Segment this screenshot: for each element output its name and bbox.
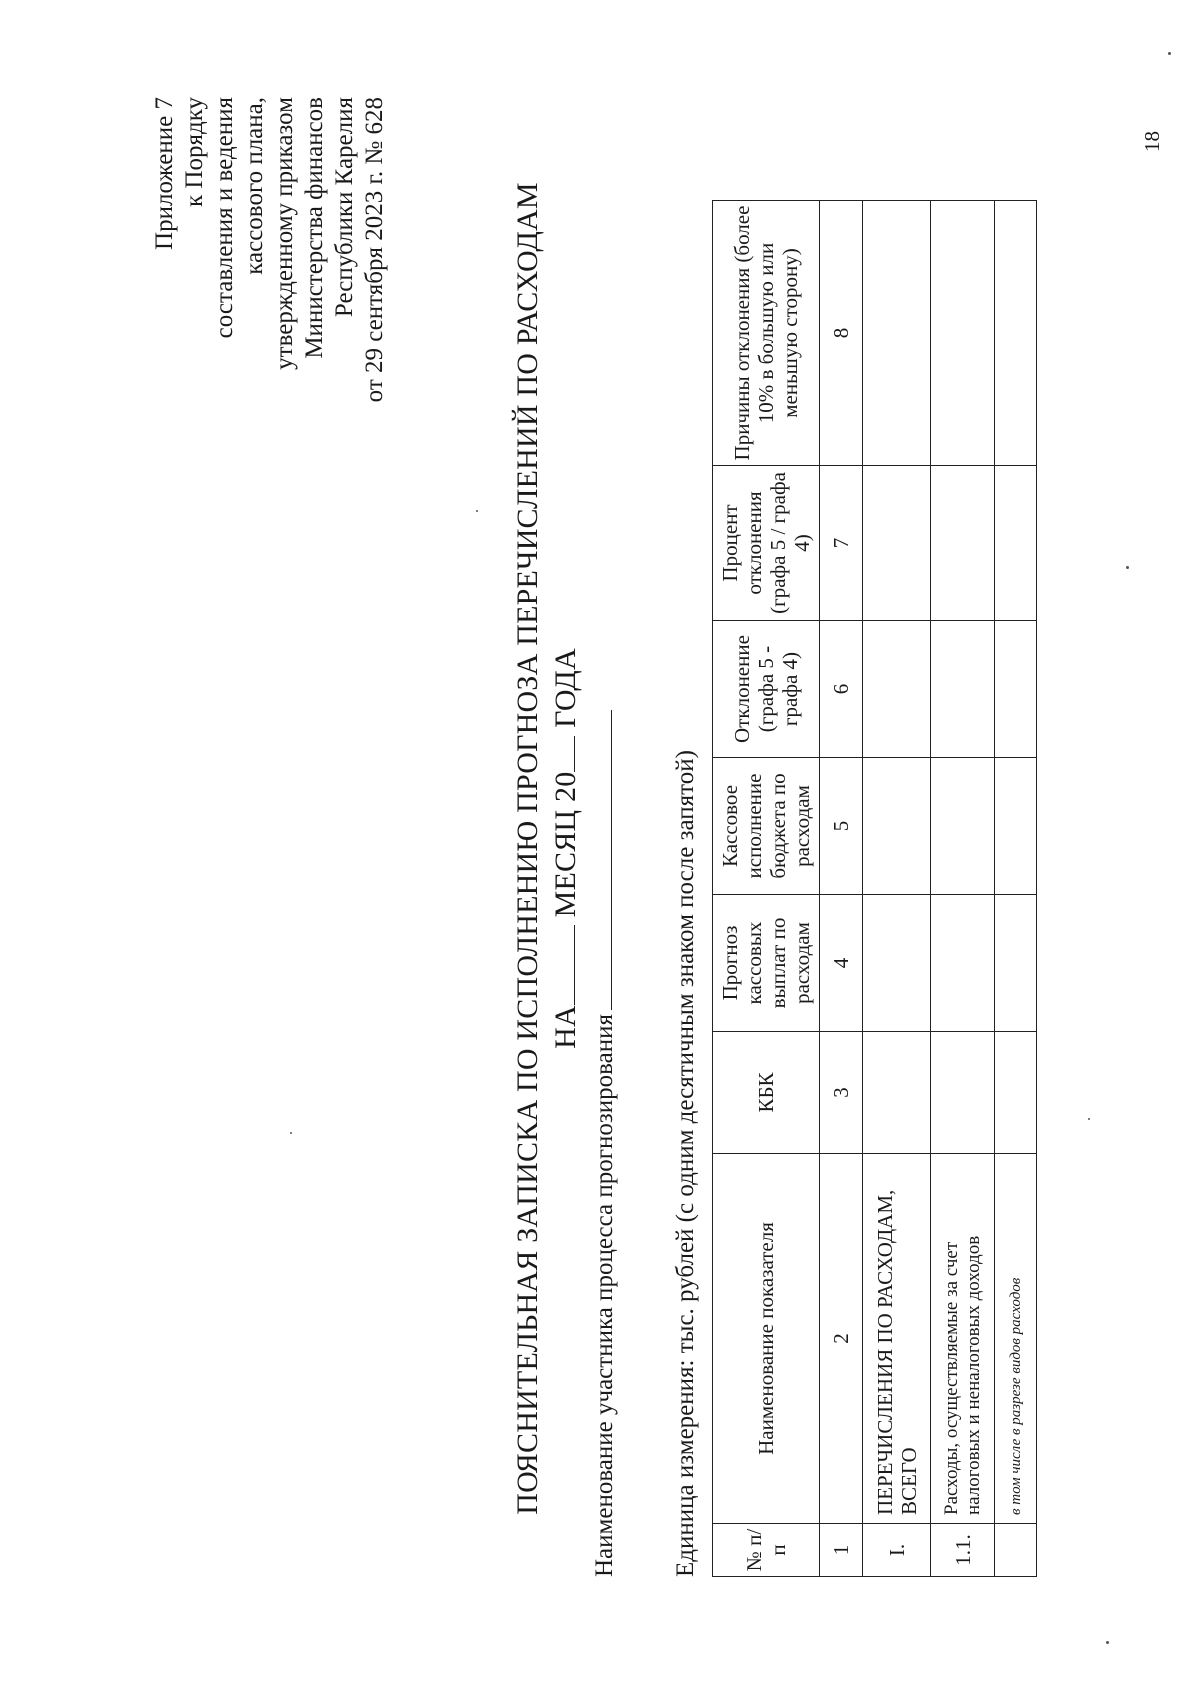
- row-number: [995, 1524, 1037, 1577]
- column-number: 1: [820, 1524, 863, 1577]
- participant-blank: [585, 710, 612, 1010]
- appendix-line: Республики Карелия: [331, 97, 358, 318]
- table-row: [863, 201, 931, 1577]
- scan-speck: [1126, 566, 1129, 569]
- deviation-cell: [995, 621, 1037, 758]
- header-cell: Причины отклонения (более 10% в большую или меньшую сторону): [713, 201, 820, 466]
- appendix-header: [150, 97, 390, 517]
- deviation-percent-cell: [863, 466, 931, 621]
- header-cell: Процент отклонения (графа 5 / графа 4): [713, 466, 820, 621]
- appendix-line: утвержденному приказом: [271, 97, 298, 370]
- column-number: 2: [820, 1154, 863, 1524]
- page-number: 18: [1140, 131, 1164, 152]
- deviation-percent-cell: [931, 466, 995, 621]
- scan-speck: [1106, 1641, 1109, 1644]
- appendix-line: составления и ведения: [211, 97, 238, 339]
- month-blank: [548, 925, 575, 1005]
- deviation-cell: [863, 621, 931, 758]
- header-cell: № п/п: [713, 1524, 820, 1577]
- column-number: 3: [820, 1032, 863, 1154]
- header-cell: Отклонение (графа 5 - графа 4): [713, 621, 820, 758]
- row-name: ПЕРЕЧИСЛЕНИЯ ПО РАСХОДАМ, ВСЕГО: [863, 1154, 931, 1524]
- deviation-percent-cell: [995, 466, 1037, 621]
- title-line-1: ПОЯСНИТЕЛЬНАЯ ЗАПИСКА ПО ИСПОЛНЕНИЮ ПРОГНОЗА ПЕРЕЧИСЛЕНИЙ ПО РАСХОДАМ: [511, 182, 544, 1515]
- column-number: 4: [820, 895, 863, 1032]
- scan-speck: [1168, 52, 1171, 55]
- deviation-reason-cell: [995, 201, 1037, 466]
- document-title: [510, 0, 584, 1697]
- kbk-cell: [863, 1032, 931, 1154]
- appendix-line: к Порядку: [181, 97, 208, 207]
- table-row: [995, 201, 1037, 1577]
- deviation-reason-cell: [931, 201, 995, 466]
- scan-speck: [1088, 1118, 1090, 1120]
- kbk-cell: [995, 1032, 1037, 1154]
- deviation-reason-cell: [863, 201, 931, 466]
- unit-of-measure: Единица измерения: тыс. рублей (с одним десятичным знаком после запятой): [672, 750, 699, 1577]
- title-prefix: НА: [549, 1005, 582, 1049]
- row-number: I.: [863, 1524, 931, 1577]
- table-row: [931, 201, 995, 1577]
- column-number: 7: [820, 466, 863, 621]
- row-name: Расходы, осуществляемые за счет налоговых и неналоговых доходов: [931, 1154, 995, 1524]
- scan-speck: [290, 1132, 292, 1134]
- title-suffix: ГОДА: [549, 648, 582, 728]
- title-line-2: [548, 0, 584, 1697]
- forecast-cell: [995, 895, 1037, 1032]
- participant-label: Наименование участника процесса прогнозирования: [591, 1014, 618, 1577]
- forecast-cell: [863, 895, 931, 1032]
- row-name: в том числе в разрезе видов расходов: [995, 1154, 1037, 1524]
- row-number: 1.1.: [931, 1524, 995, 1577]
- execution-cell: [863, 758, 931, 895]
- forecast-cell: [931, 895, 995, 1032]
- title-middle: МЕСЯЦ 20: [549, 771, 582, 918]
- header-cell: Кассовое исполнение бюджета по расходам: [713, 758, 820, 895]
- scan-speck: [476, 510, 478, 512]
- header-cell: КБК: [713, 1032, 820, 1154]
- column-number: 6: [820, 621, 863, 758]
- execution-cell: [995, 758, 1037, 895]
- column-number: 8: [820, 201, 863, 466]
- header-row: [713, 201, 820, 1577]
- participant-line: [585, 710, 619, 1577]
- deviation-cell: [931, 621, 995, 758]
- report-table: [712, 200, 1037, 1577]
- appendix-line: кассового плана,: [241, 97, 268, 275]
- appendix-line: от 29 сентября 2023 г. № 628: [361, 97, 388, 403]
- appendix-line: Министерства финансов: [301, 97, 328, 359]
- appendix-line: Приложение 7: [151, 97, 178, 250]
- column-number: 5: [820, 758, 863, 895]
- header-cell: Прогноз кассовых выплат по расходам: [713, 895, 820, 1032]
- kbk-cell: [931, 1032, 995, 1154]
- year-blank: [548, 736, 575, 772]
- column-number-row: [820, 201, 863, 1577]
- header-cell: Наименование показателя: [713, 1154, 820, 1524]
- execution-cell: [931, 758, 995, 895]
